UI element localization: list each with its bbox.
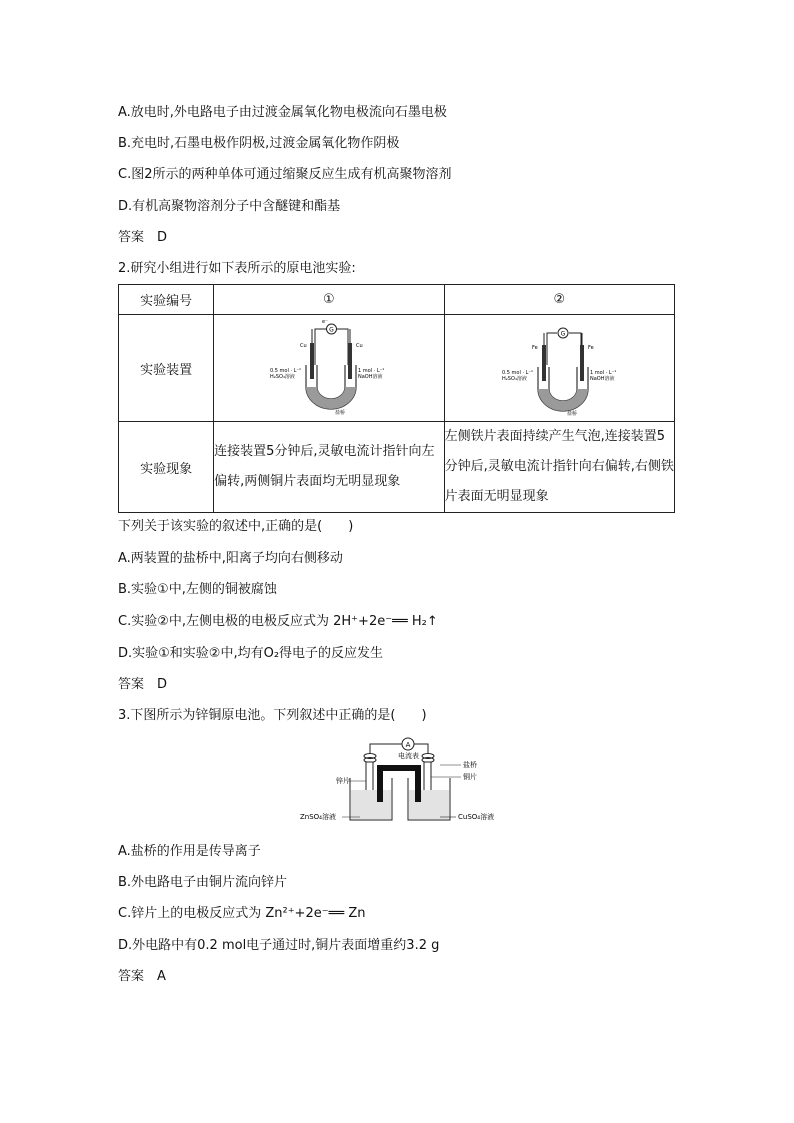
q1-option-d: D.有机高聚物溶剂分子中含醚键和酯基 [118,199,341,214]
q2-option-d: D.实验①和实验②中,均有O₂得电子的反应发生 [118,646,384,661]
phenomenon-2: 左侧铁片表面持续产生气泡,连接装置5分钟后,灵敏电流计指针向右偏转,右侧铁片表面无明显现象 [444,422,674,513]
q2-option-a: A.两装置的盐桥中,阳离子均向右侧移动 [118,551,343,566]
copper-label: 铜片 [463,773,477,781]
ammeter-label: 电流表 [398,752,419,760]
q1-option-a: A.放电时,外电路电子由过渡金属氧化物电极流向石墨电极 [118,105,447,120]
device-2-left-sol-1: 0.5 mol · L⁻¹ [501,370,533,376]
zinc-sulfate-label: ZnSO₄溶液 [300,813,336,821]
row-label-device: 实验装置 [119,315,214,422]
ammeter-symbol: A [405,741,411,749]
device-1-right-sol-1: 1 mol · L⁻¹ [358,368,385,374]
q3-stem: 3.下图所示为锌铜原电池。下列叙述中正确的是( ) [118,708,427,723]
q3-answer: 答案 A [118,969,166,984]
q2-option-c-equation: 2H⁺+2e⁻══ H₂↑ [333,614,438,629]
q1-option-c: C.图2所示的两种单体可通过缩聚反应生成有机高聚物溶剂 [118,167,452,182]
right-electrode [580,345,584,381]
salt-bridge-fill [538,389,588,411]
device-2-left-sol-2: H₂SO₄溶液 [501,376,527,382]
q3-option-a: A.盐桥的作用是传导离子 [118,844,261,859]
q2-stem: 2.研究小组进行如下表所示的原电池实验: [118,261,356,276]
device-1-arrow-label: e⁻ [322,319,328,325]
left-electrode [310,343,314,379]
zinc-copper-cell-figure [300,734,530,834]
device-1-meter-label: G [329,326,334,334]
device-1-left-sol-1: 0.5 mol · L⁻¹ [270,368,302,374]
left-electrode [542,345,546,381]
header-cell-exp1: ① [214,285,444,315]
device-2-bridge-label: 盐桥 [566,411,577,417]
q3-option-b: B.外电路电子由铜片流向锌片 [118,875,288,890]
device-2-diagram [445,315,674,417]
device-1-cell [214,315,444,422]
device-1-right-metal: Cu [356,343,363,349]
salt-bridge-fill [306,387,356,409]
q1-option-b: B.充电时,石墨电极作阴极,过渡金属氧化物作阴极 [118,136,400,151]
right-electrode [348,343,352,379]
bridge-label: 盐桥 [463,761,477,769]
device-1-left-sol-2: H₂SO₄溶液 [270,374,296,380]
device-1-diagram [214,315,443,417]
q3-option-d: D.外电路中有0.2 mol电子通过时,铜片表面增重约3.2 g [118,938,440,953]
q2-question: 下列关于该实验的叙述中,正确的是( ) [118,519,354,534]
device-1-bridge-label: 盐桥 [335,410,346,416]
device-1-left-metal: Cu [300,343,307,349]
q2-option-c [118,613,438,631]
device-2-right-sol-2: NaOH溶液 [589,376,615,382]
zinc-sulfate-liquid [351,790,391,819]
device-2-right-sol-1: 1 mol · L⁻¹ [589,370,616,376]
row-label-phenomenon: 实验现象 [119,422,214,513]
q1-answer: 答案 D [118,230,168,245]
q2-option-c-prefix: C.实验②中,左侧电极的电极反应式为 [118,614,329,629]
zinc-label: 锌片 [336,777,350,785]
experiment-table [118,284,675,513]
header-cell-id: 实验编号 [119,285,214,315]
copper-sulfate-label: CuSO₄溶液 [458,813,495,821]
device-2-right-metal: Fe [587,345,594,351]
q3-option-c: C.锌片上的电极反应式为 Zn²⁺+2e⁻══ Zn [118,906,366,921]
q2-option-b: B.实验①中,左侧的铜被腐蚀 [118,582,277,597]
device-2-meter-label: G [560,330,565,338]
phenomenon-1: 连接装置5分钟后,灵敏电流计指针向左偏转,两侧铜片表面均无明显现象 [214,422,444,513]
header-cell-exp2: ② [444,285,674,315]
device-2-left-metal: Fe [531,345,538,351]
device-2-cell [444,315,674,422]
q2-answer: 答案 D [118,677,168,692]
device-1-right-sol-2: NaOH溶液 [358,374,383,380]
